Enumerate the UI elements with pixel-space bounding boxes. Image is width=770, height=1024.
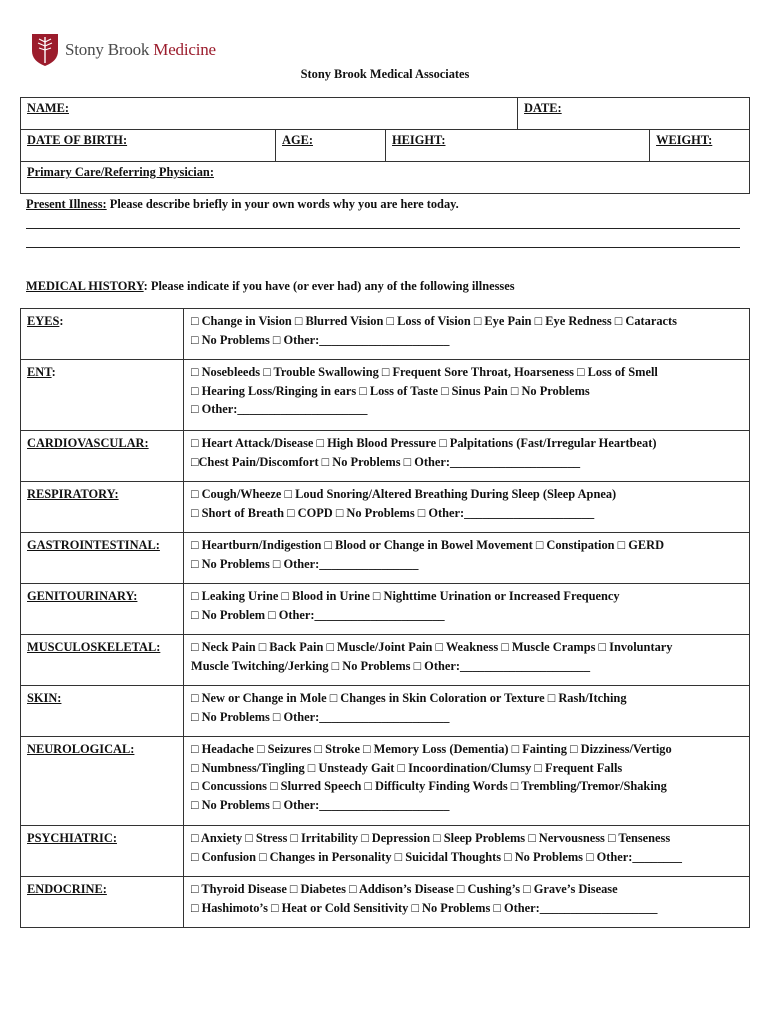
- system-label: RESPIRATORY:: [21, 482, 184, 533]
- symptom-options[interactable]: □ Heartburn/Indigestion □ Blood or Change in Bowel Movement □ Constipation □ GERD □ No Problems □ Other:________________: [184, 533, 750, 584]
- symptom-options[interactable]: □ Cough/Wheeze □ Loud Snoring/Altered Breathing During Sleep (Sleep Apnea) □ Short of Breath □ COPD □ No Problems □ Other:_____________________: [184, 482, 750, 533]
- symptom-options[interactable]: □ Nosebleeds □ Trouble Swallowing □ Frequent Sore Throat, Hoarseness □ Loss of Smell □ Hearing Loss/Ringing in ears □ Loss of Taste □ Sinus Pain □ No Problems □ Other:_____________________: [184, 360, 750, 431]
- system-label: ENT:: [21, 360, 184, 431]
- table-row: [21, 826, 750, 877]
- table-row: [21, 635, 750, 686]
- symptom-options[interactable]: □ Change in Vision □ Blurred Vision □ Loss of Vision □ Eye Pain □ Eye Redness □ Cataracts □ No Problems □ Other:_____________________: [184, 309, 750, 360]
- system-label: NEUROLOGICAL:: [21, 737, 184, 826]
- stony-brook-logo: [31, 33, 216, 67]
- table-row: [21, 686, 750, 737]
- name-field[interactable]: NAME:: [21, 98, 518, 130]
- date-field[interactable]: DATE:: [518, 98, 750, 130]
- system-label: MUSCULOSKELETAL:: [21, 635, 184, 686]
- age-field[interactable]: AGE:: [276, 130, 386, 162]
- system-label: CARDIOVASCULAR:: [21, 431, 184, 482]
- present-illness-prompt: Present Illness: Please describe briefly in your own words why you are here today.: [26, 197, 459, 211]
- table-row: [21, 533, 750, 584]
- system-label: GASTROINTESTINAL:: [21, 533, 184, 584]
- system-label: GENITOURINARY:: [21, 584, 184, 635]
- table-row: [21, 431, 750, 482]
- symptom-options[interactable]: □ Headache □ Seizures □ Stroke □ Memory Loss (Dementia) □ Fainting □ Dizziness/Vertigo □ Numbness/Tingling □ Unsteady Gait □ Incoordination/Clumsy □ Frequent Falls □ Concussions □ Slurred Speech □ Difficulty Finding Words □ Trembling/Tremor/Shaking □ No Problems □ Other:_____________________: [184, 737, 750, 826]
- medical-history-table: [20, 308, 750, 928]
- symptom-options[interactable]: □ Neck Pain □ Back Pain □ Muscle/Joint Pain □ Weakness □ Muscle Cramps □ Involuntary Muscle Twitching/Jerking □ No Problems □ Other:_____________________: [184, 635, 750, 686]
- brand-name: Stony Brook Medicine: [65, 40, 216, 59]
- symptom-options[interactable]: □ Thyroid Disease □ Diabetes □ Addison’s Disease □ Cushing’s □ Grave’s Disease □ Hashimoto’s □ Heat or Cold Sensitivity □ No Problems □ Other:___________________: [184, 877, 750, 928]
- physician-field[interactable]: Primary Care/Referring Physician:: [21, 162, 750, 194]
- height-field[interactable]: HEIGHT:: [386, 130, 650, 162]
- table-row: [21, 482, 750, 533]
- symptom-options[interactable]: □ Heart Attack/Disease □ High Blood Pressure □ Palpitations (Fast/Irregular Heartbeat) □Chest Pain/Discomfort □ No Problems □ Other:_____________________: [184, 431, 750, 482]
- system-label: PSYCHIATRIC:: [21, 826, 184, 877]
- table-row: [21, 360, 750, 431]
- table-row: [21, 737, 750, 826]
- demographics-table: [20, 97, 750, 194]
- table-row: [21, 584, 750, 635]
- weight-field[interactable]: WEIGHT:: [650, 130, 750, 162]
- medical-history-heading: MEDICAL HISTORY: Please indicate if you have (or ever had) any of the following illnesses: [26, 279, 515, 293]
- symptom-options[interactable]: □ Anxiety □ Stress □ Irritability □ Depression □ Sleep Problems □ Nervousness □ Tenseness □ Confusion □ Changes in Personality □ Suicidal Thoughts □ No Problems □ Other:________: [184, 826, 750, 877]
- answer-line[interactable]: [26, 228, 740, 229]
- answer-line[interactable]: [26, 247, 740, 248]
- symptom-options[interactable]: □ Leaking Urine □ Blood in Urine □ Nighttime Urination or Increased Frequency □ No Problem □ Other:_____________________: [184, 584, 750, 635]
- shield-icon: [31, 33, 59, 67]
- table-row: [21, 877, 750, 928]
- dob-field[interactable]: DATE OF BIRTH:: [21, 130, 276, 162]
- table-row: [21, 309, 750, 360]
- system-label: ENDOCRINE:: [21, 877, 184, 928]
- symptom-options[interactable]: □ New or Change in Mole □ Changes in Skin Coloration or Texture □ Rash/Itching □ No Problems □ Other:_____________________: [184, 686, 750, 737]
- clinic-name: Stony Brook Medical Associates: [300, 67, 470, 81]
- system-label: EYES:: [21, 309, 184, 360]
- system-label: SKIN:: [21, 686, 184, 737]
